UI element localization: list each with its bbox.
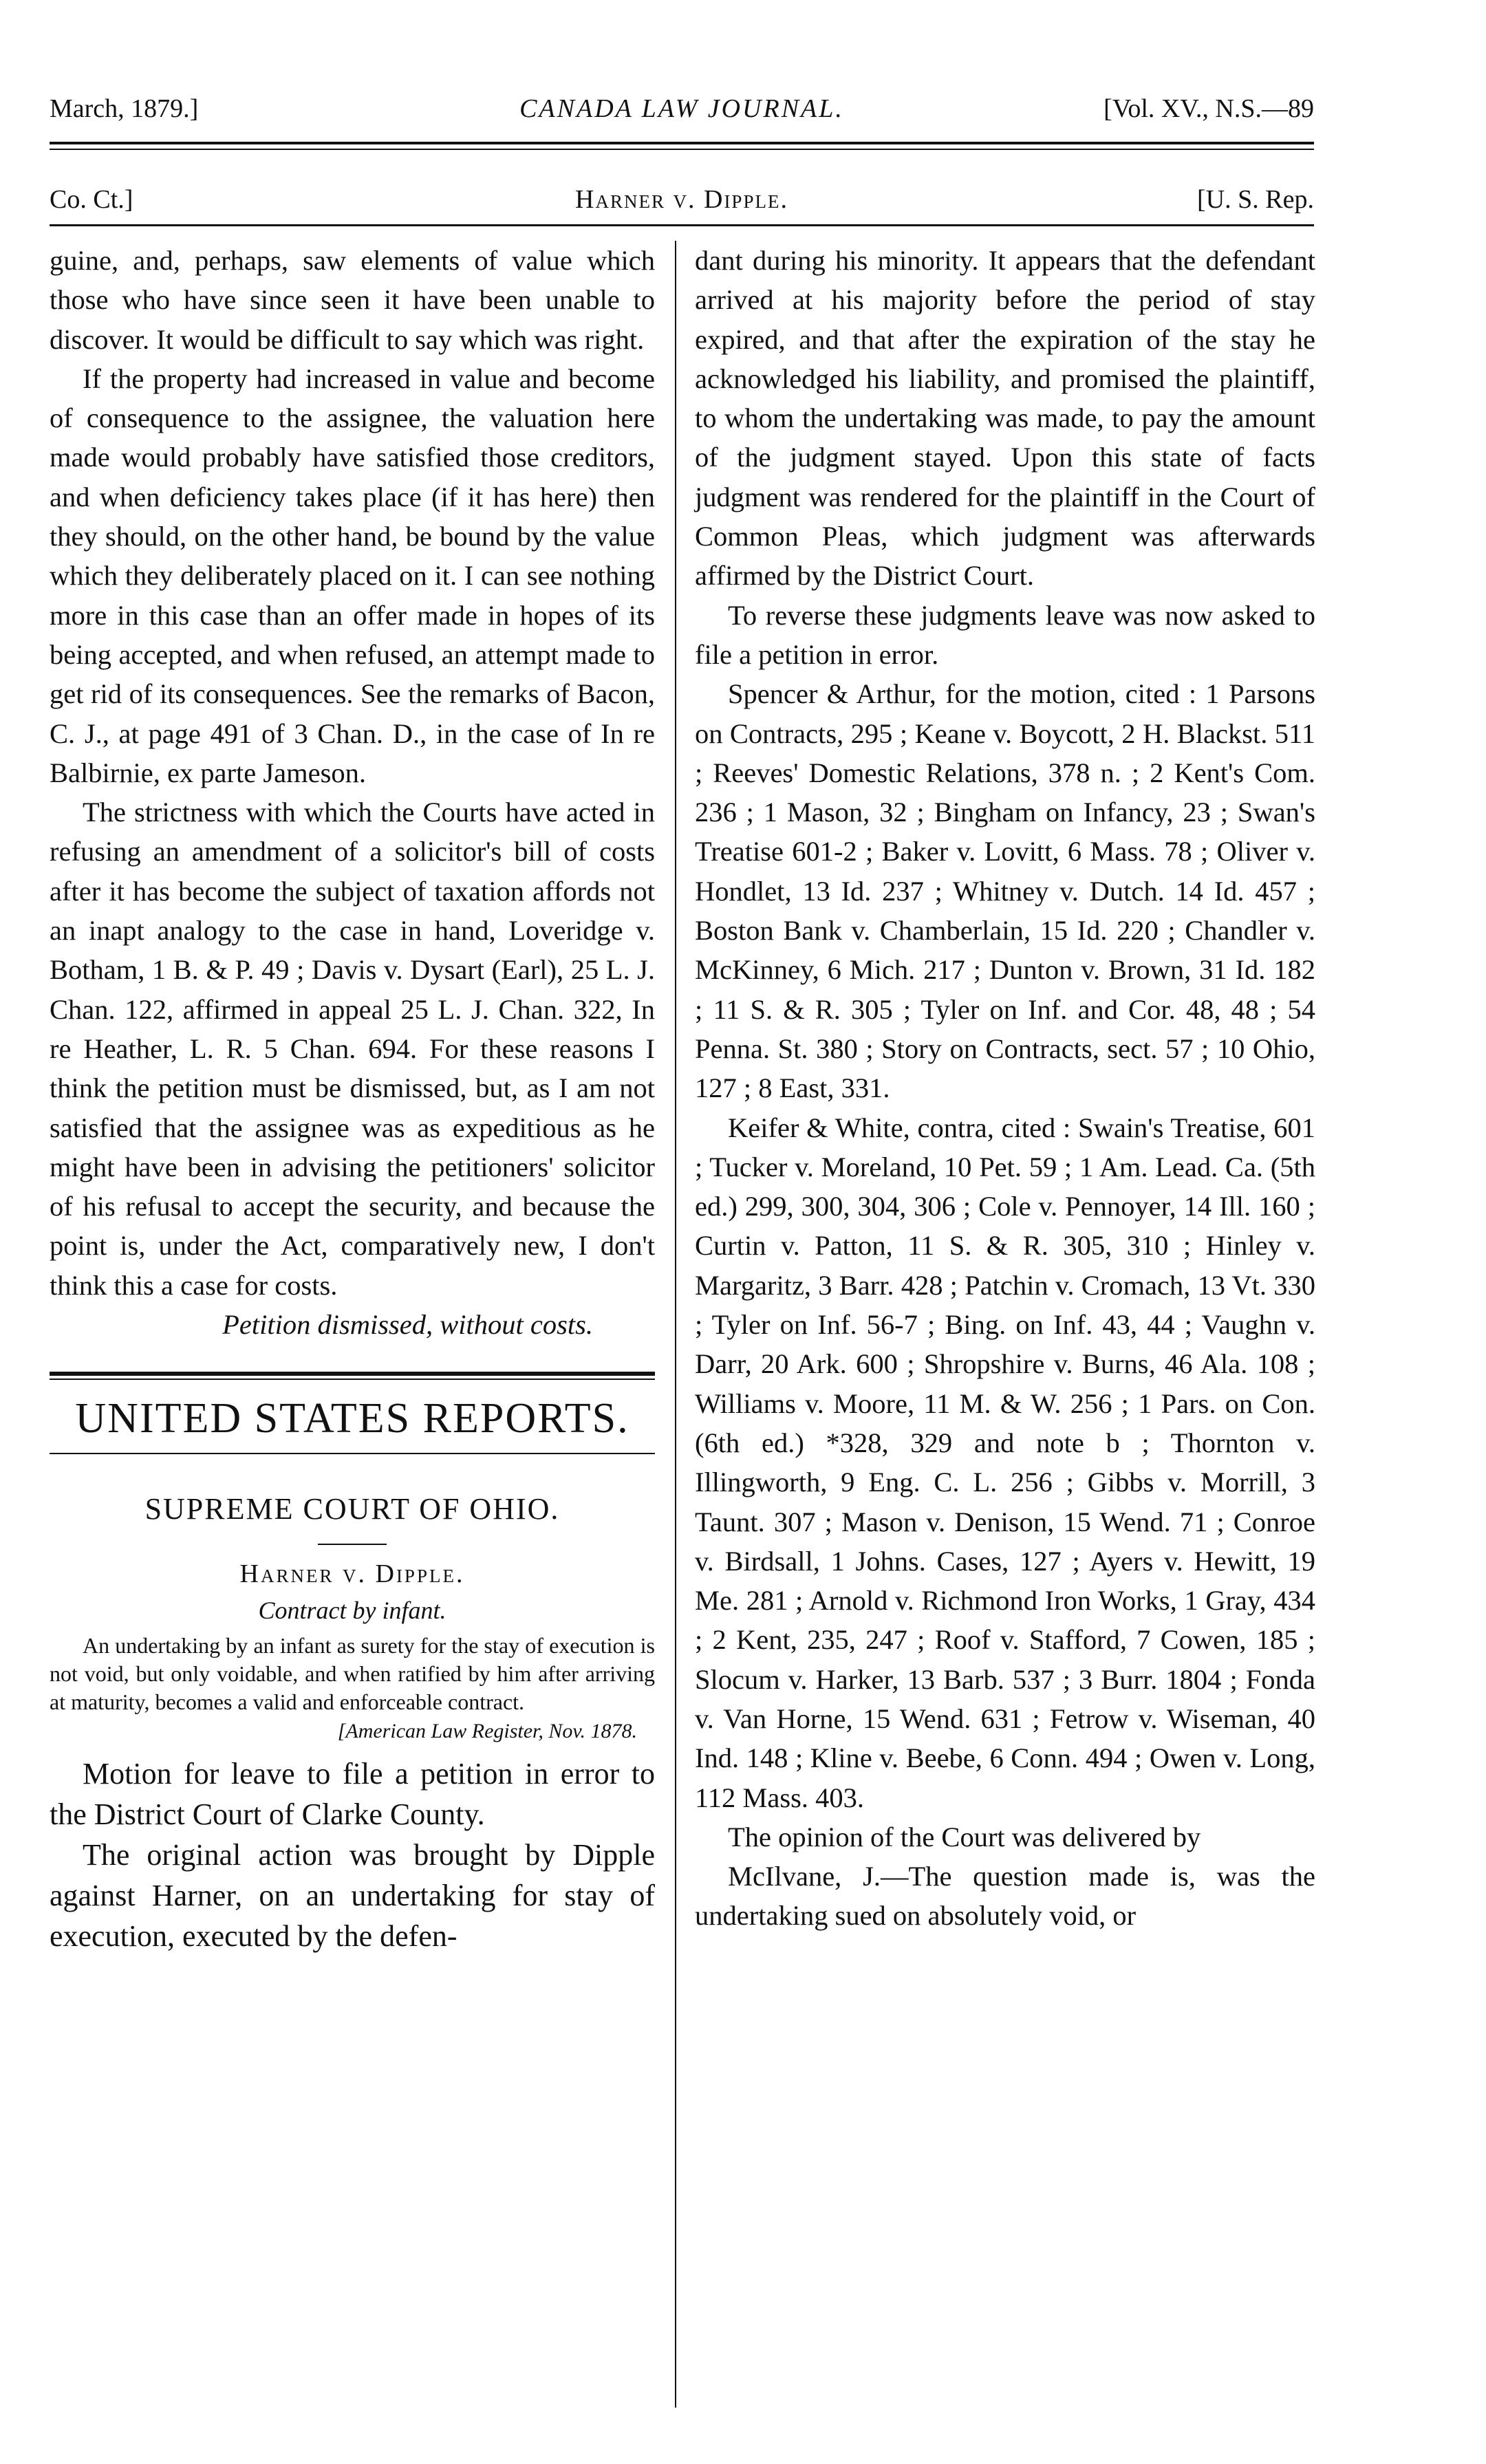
right-paragraph-5: The opinion of the Court was delivered by [728,1821,1201,1852]
left-paragraph-3: The strictness with which the Courts have acted in refusing an amendment of a solicitor's bill of costs after it has become the subject of taxation affords not an inapt analogy to the case in hand, Loveridge v. Botham, 1 B. & P. 49 ; Davis v. Dysart (Earl), 25 L. J. Chan. 122, affirmed in appeal 25 L. J. Chan. 322, In re Heather, L. R. 5 Chan. 694. For these reasons I think the petition must be dismissed, but, as I am not satisfied that the assignee was as expeditious as he might have been in advising the petitioners' solicitor of his refusal to accept the security, and because the point is, under the Act, comparatively new, I don't think this a case for costs. [50,797,655,1301]
column-divider [675,241,676,2408]
headnote: An undertaking by an infant as surety for the stay of execution is not void, but only voidable, and when ratified by him after arriving at maturity, becomes a valid and enforceable contract. [50,1633,655,1715]
left-column [50,241,655,1956]
case-name-head: Harner v. Dipple. [575,185,788,214]
report-abbrev: [U. S. Rep. [1197,185,1314,214]
section-rule-under [50,1453,655,1454]
right-paragraph-3: Spencer & Arthur, for the motion, cited : 1 Parsons on Contracts, 295 ; Keane v. Boycott, 2 H. Blackst. 511 ; Reeves' Domestic Relations, 378 n. ; 2 Kent's Com. 236 ; 1 Mason, 32 ; Bingham on Infancy, 23 ; Swan's Treatise 601-2 ; Baker v. Lovitt, 6 Mass. 78 ; Oliver v. Hondlet, 13 Id. 237 ; Whitney v. Dutch. 14 Id. 457 ; Boston Bank v. Chamberlain, 15 Id. 220 ; Chandler v. McKinney, 6 Mich. 217 ; Dunton v. Brown, 31 Id. 182 ; 11 S. & R. 305 ; Tyler on Inf. and Cor. 48, 48 ; 54 Penna. St. 380 ; Story on Contracts, sect. 57 ; 10 Ohio, 127 ; 8 East, 331. [695,678,1315,1104]
right-paragraph-6: McIlvane, J.—The question made is, was the undertaking sued on absolutely void, or [695,1861,1315,1932]
right-paragraph-4: Keifer & White, contra, cited : Swain's Treatise, 601 ; Tucker v. Moreland, 10 Pet. 59 ; 1 Am. Lead. Ca. (5th ed.) 299, 300, 304, 306 ; Cole v. Pennoyer, 14 Ill. 160 ; Curtin v. Patton, 11 S. & R. 305, 310 ; Hinley v. Margaritz, 3 Barr. 428 ; Patchin v. Cromach, 13 Vt. 330 ; Tyler on Inf. 56-7 ; Bing. on Inf. 43, 44 ; Vaughn v. Darr, 20 Ark. 600 ; Shropshire v. Burns, 46 Ala. 108 ; Williams v. Moore, 11 M. & W. 256 ; 1 Pars. on Con. (6th ed.) *328, 329 and note b ; Thornton v. Illingworth, 9 Eng. C. L. 256 ; Gibbs v. Morrill, 3 Taunt. 307 ; Mason v. Denison, 15 Wend. 71 ; Conroe v. Birdsall, 1 Johns. Cases, 127 ; Ayers v. Hewitt, 19 Me. 281 ; Arnold v. Richmond Iron Works, 1 Gray, 434 ; 2 Kent, 235, 247 ; Roof v. Stafford, 7 Cowen, 185 ; Slocum v. Harker, 13 Barb. 537 ; 3 Burr. 1804 ; Fonda v. Van Horne, 15 Wend. 631 ; Fetrow v. Wiseman, 40 Ind. 148 ; Kline v. Beebe, 6 Conn. 494 ; Owen v. Long, 112 Mass. 403. [695,1112,1315,1813]
section-rule-thin [50,1379,655,1380]
left-paragraph-4: Motion for leave to file a petition in error to the District Court of Clarke County. [50,1757,655,1832]
right-paragraph-2: To reverse these judgments leave was now asked to file a petition in error. [695,599,1315,670]
section-title: UNITED STATES REPORTS. [75,1395,629,1442]
report-source: [American Law Register, Nov. 1878. [337,1720,637,1743]
case-head [50,180,1314,221]
court-title: SUPREME COURT OF OHIO. [144,1492,560,1526]
judgment-signoff: Petition dismissed, without costs. [222,1309,593,1341]
running-head [50,84,1314,132]
header-rule-top [50,142,1314,144]
case-subject: Contract by infant. [258,1597,446,1625]
case-opening [50,1753,655,1956]
issue-date: March, 1879.] [50,94,199,123]
short-rule [318,1544,387,1545]
section-rule-thick [50,1372,655,1376]
volume-page: [Vol. XV., N.S.—89 [1103,94,1314,123]
left-paragraph-2: If the property had increased in value and become of consequence to the assignee, the valuation here made would probably have satisfied those creditors, and when deficiency takes place (if it has here) then they should, on the other hand, be bound by the value which they deliberately placed on it. I can see nothing more in this case than an offer made in hopes of its being accepted, and when refused, an attempt made to get rid of its consequences. See the remarks of Bacon, C. J., at page 491 of 3 Chan. D., in the case of In re Balbirnie, ex parte Jameson. [50,363,655,788]
header-rule-bottom [50,149,1314,150]
right-column [695,241,1315,1936]
case-head-rule [50,224,1314,226]
journal-title: CANADA LAW JOURNAL. [519,94,844,123]
us-reports-section [50,1372,655,1956]
right-paragraph-1: dant during his minority. It appears that the defendant arrived at his majority before the period of stay expired, and that after the expiration of the stay he acknowledged his liability, and promised the plaintiff, to whom the undertaking was made, to pay the amount of the judgment stayed. Upon this state of facts judgment was rendered for the plaintiff in the Court of Common Pleas, which judgment was afterwards affirmed by the District Court. [695,245,1315,592]
left-paragraph-5: The original action was brought by Dipple against Harner, on an undertaking for stay of execution, executed by the defen- [50,1838,655,1954]
court-abbrev: Co. Ct.] [50,185,133,214]
left-paragraph-1: guine, and, perhaps, saw elements of value which those who have since seen it have been unable to discover. It would be difficult to say which was right. [50,245,655,355]
case-title: Harner v. Dipple. [239,1559,465,1589]
